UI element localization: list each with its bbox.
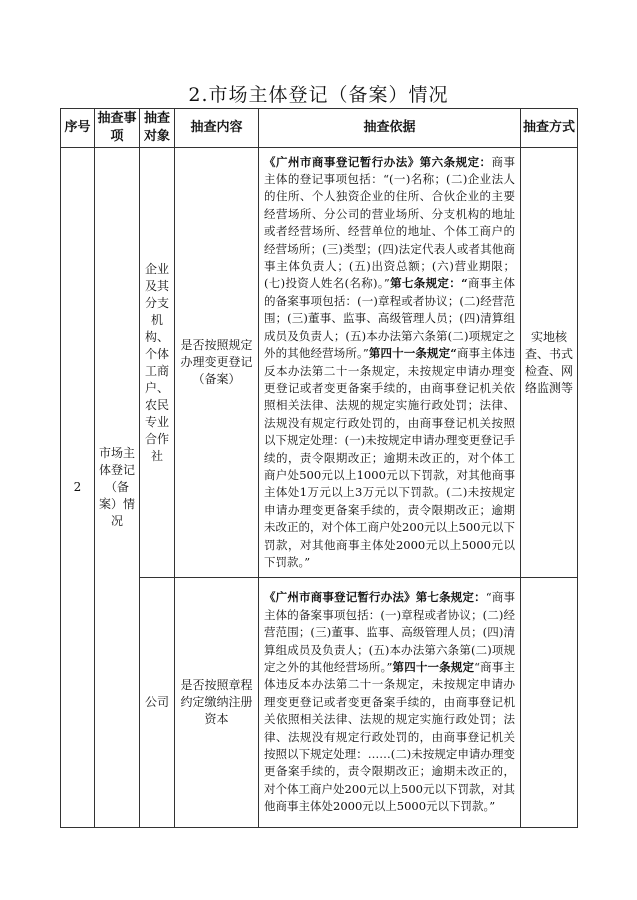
seq-cell [61,148,95,828]
header-content: 抽查内容 [175,109,259,148]
basis-heading: 《广州市商事登记暂行办法》第六条规定： [264,154,492,169]
object-cell [140,148,175,578]
page-title: 2.市场主体登记（备案）情况 [188,84,449,106]
header-object: 抽查对象 [140,109,175,148]
content-value: 是否按照章程约定缴纳注册资本 [180,678,253,726]
basis-text [259,587,520,817]
header-row [61,109,578,148]
item-cell [95,148,140,828]
content-value: 是否按照规定办理变更登记（备案） [180,338,253,386]
basis-run: 商事主体的登记事项包括：“(一)名称；(二)企业法人的住所、个人独资企业的住所、合伙企业的主要经营场所、分公司的营业场所、分支机构的地址或者经营场所、经营单位的地址、个体工商户的经营场所；(三)类型；(四)法定代表人或者其他商事主体负责人；(五)出资总额；(六)营业期限；(七)投资人姓名(名称)。” [264,154,516,291]
header-seq: 序号 [61,109,95,148]
method-value: 实地核查、书式检查、网络监测等 [524,329,573,395]
method-cell [521,148,578,578]
object-value: 公司 [144,695,169,709]
basis-cell [259,578,521,828]
content-cell [175,578,259,828]
basis-heading: 第四十一条规定“ [368,346,457,361]
method-cell [521,578,578,828]
content-cell [175,148,259,578]
basis-run: “商事主体违反本办法第二十一条规定，未按规定申请办理变更登记或者变更备案手续的，由商事登记机关依照相关法律、法规的规定实施行政处罚；法律、法规没有规定行政处罚的，由商事登记机关按照以下规定处理：……(二)未按规定申请办理变更备案手续的，责令限期改正；逾期未改正的，对个体工商户处200元以上500元以下罚款，对其他商事主体处2000元以上5000元以下罚款。” [264,659,515,814]
table-row [61,148,578,578]
basis-heading: 第七条规定：“ [389,276,468,291]
basis-cell [259,148,521,578]
item-value: 市场主体登记（备案）情况 [98,446,135,528]
basis-heading: 《广州市商事登记暂行办法》第七条规定： [264,590,486,605]
object-cell [140,578,175,828]
basis-text [259,152,520,574]
basis-heading: 第四十一条规定 [392,659,475,674]
header-method: 抽查方式 [521,109,578,148]
seq-value: 2 [73,480,82,494]
method-value [521,701,577,705]
inspection-table [60,108,578,828]
header-item: 抽查事项 [95,109,140,148]
object-value: 企业及其分支机构、个体工商户、农民专业合作社 [144,261,169,463]
basis-run: 商事主体违反本办法第二十一条规定，未按规定申请办理变更登记或者变更备案手续的，由商事登记机关依照相关法律、法规的规定实施行政处罚；法律、法规没有规定行政处罚的，由商事登记机关按照以下规定处理：(一)未按规定申请办理变更登记手续的，责令限期改正；逾期未改正的，对个体工商户处500元以上1000元以下罚款，对其他商事主体处1万元以上3万元以下罚款。(二)未按规定申请办理变更备案手续的，责令限期改正；逾期未改正的，对个体工商户处200元以上500元以下罚款，对其他商事主体处2000元以上5000元以下罚款。” [264,346,515,569]
basis-run: “商事主体的备案事项包括：(一)章程或者协议；(二)经营范围；(三)董事、监事、高级管理人员；(四)清算组成员及负责人；(五)本办法第六条第(二)项规定之外的其他经营场所。” [264,590,515,674]
header-basis: 抽查依据 [259,109,521,148]
basis-run: 商事主体的备案事项包括：(一)章程或者协议；(二)经营范围；(三)董事、监事、高级管理人员；(四)清算组成员及负责人；(五)本办法第六条第(二)项规定之外的其他经营场所。” [264,276,516,361]
